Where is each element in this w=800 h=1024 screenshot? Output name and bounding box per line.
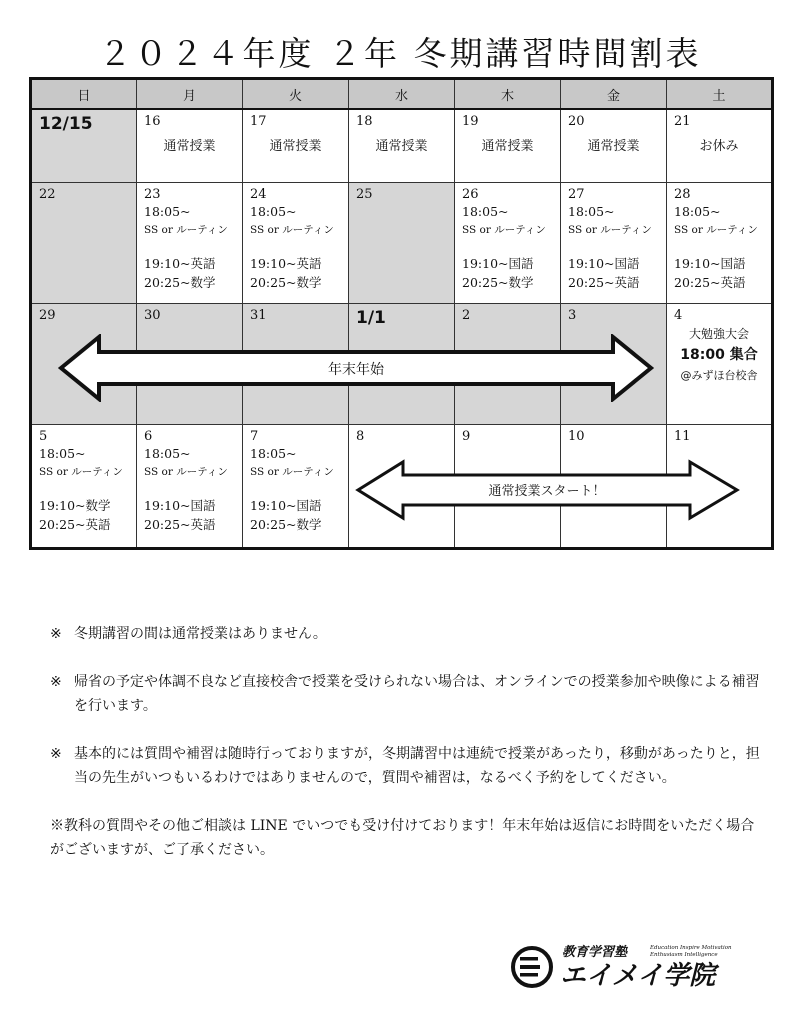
session-line: SS or ルーティン xyxy=(674,224,758,236)
day-cell xyxy=(667,304,773,425)
logo-small-text: 教育学習塾 xyxy=(562,945,628,960)
date-label: 22 xyxy=(39,187,56,202)
date-label: 28 xyxy=(674,187,691,202)
subject-line: 19:10~国語 xyxy=(674,256,746,271)
subject-line: 19:10~英語 xyxy=(144,256,216,271)
subject-line: 19:10~国語 xyxy=(250,498,322,513)
logo-tagline: Enthusiasm Intelligence xyxy=(650,952,718,958)
note-text: 冬期講習の間は通常授業はありません。 xyxy=(74,626,327,642)
event-title: 大勉強大会 xyxy=(688,327,749,341)
time-line: 18:05~ xyxy=(462,204,509,219)
date-label: 10 xyxy=(568,429,585,444)
week-row xyxy=(31,109,773,183)
date-label: 17 xyxy=(250,114,267,129)
day-cell xyxy=(561,183,667,304)
day-cell xyxy=(667,183,773,304)
note-text: ※教科の質問やその他ご相談は LINE でいつでも受け付けております！年末年始は返信にお時間をいただく場合がございますが、ご了承ください。 xyxy=(50,818,755,858)
date-label: 1/1 xyxy=(356,308,386,328)
date-label: 23 xyxy=(144,187,161,202)
date-label: 9 xyxy=(462,429,471,444)
class-start-arrow xyxy=(355,459,740,521)
date-label: 11 xyxy=(674,429,691,444)
subject-line: 20:25~英語 xyxy=(568,275,640,290)
weekday-wed: 水 xyxy=(349,79,455,110)
logo-circle-mark xyxy=(513,948,551,986)
date-label: 2 xyxy=(462,308,471,323)
date-label: 8 xyxy=(356,429,365,444)
subject-line: 20:25~数学 xyxy=(462,275,534,290)
note-mark: ※ xyxy=(50,674,62,690)
subject-line: 19:10~英語 xyxy=(250,256,322,271)
subject-line: 20:25~数学 xyxy=(250,275,322,290)
date-label: 4 xyxy=(674,308,683,323)
session-line: SS or ルーティン xyxy=(462,224,546,236)
day-cell xyxy=(31,109,137,183)
time-line: 18:05~ xyxy=(144,204,191,219)
date-label: 24 xyxy=(250,187,267,202)
date-label: 30 xyxy=(144,308,161,323)
date-label: 16 xyxy=(144,114,161,129)
time-line: 18:05~ xyxy=(250,204,297,219)
day-cell xyxy=(455,183,561,304)
time-line: 18:05~ xyxy=(250,446,297,461)
weekday-header-row xyxy=(31,79,773,110)
date-label: 29 xyxy=(39,308,56,323)
date-label: 12/15 xyxy=(39,114,93,134)
day-cell xyxy=(137,425,243,549)
week-row xyxy=(31,183,773,304)
weekday-thu: 木 xyxy=(455,79,561,110)
date-label: 19 xyxy=(462,114,479,129)
note-item xyxy=(50,622,760,646)
subject-line: 19:10~国語 xyxy=(462,256,534,271)
note-mark: ※ xyxy=(50,626,62,642)
date-label: 25 xyxy=(356,187,373,202)
subject-line: 20:25~英語 xyxy=(674,275,746,290)
class-label: 通常授業 xyxy=(163,139,216,154)
day-cell xyxy=(137,183,243,304)
year-end-arrow xyxy=(58,334,654,402)
time-line: 18:05~ xyxy=(39,446,86,461)
date-label: 6 xyxy=(144,429,153,444)
session-line: SS or ルーティン xyxy=(144,466,228,478)
date-label: 27 xyxy=(568,187,585,202)
session-line: SS or ルーティン xyxy=(250,466,334,478)
school-logo xyxy=(508,940,758,990)
weekday-fri: 金 xyxy=(561,79,667,110)
weekday-sun: 日 xyxy=(31,79,137,110)
date-label: 3 xyxy=(568,308,577,323)
subject-line: 20:25~英語 xyxy=(144,517,216,532)
date-label: 18 xyxy=(356,114,373,129)
subject-line: 19:10~国語 xyxy=(144,498,216,513)
subject-line: 20:25~数学 xyxy=(250,517,322,532)
weekday-mon: 月 xyxy=(137,79,243,110)
weekday-tue: 火 xyxy=(243,79,349,110)
note-item xyxy=(50,742,760,790)
note-item xyxy=(50,670,760,718)
day-cell xyxy=(349,109,455,183)
day-cell xyxy=(31,425,137,549)
subject-line: 20:25~英語 xyxy=(39,517,111,532)
arrow-label: 通常授業スタート！ xyxy=(488,484,606,499)
subject-line: 19:10~国語 xyxy=(568,256,640,271)
day-cell xyxy=(561,109,667,183)
day-cell xyxy=(455,109,561,183)
logo-tagline: Education Inspire Motivation xyxy=(650,945,732,951)
arrow-label: 年末年始 xyxy=(328,362,384,378)
day-cell xyxy=(667,109,773,183)
date-label: 7 xyxy=(250,429,259,444)
class-label: 通常授業 xyxy=(269,139,322,154)
date-label: 26 xyxy=(462,187,479,202)
day-cell xyxy=(349,183,455,304)
time-line: 18:05~ xyxy=(144,446,191,461)
note-text: 帰省の予定や体調不良など直接校舎で授業を受けられない場合は、オンラインでの授業参加や映像による補習を行います。 xyxy=(74,674,760,714)
subject-line: 19:10~数学 xyxy=(39,498,111,513)
class-label: 通常授業 xyxy=(375,139,428,154)
session-line: SS or ルーティン xyxy=(39,466,123,478)
session-line: SS or ルーティン xyxy=(568,224,652,236)
logo-name: エイメイ学院 xyxy=(560,961,716,990)
date-label: 20 xyxy=(568,114,585,129)
time-line: 18:05~ xyxy=(674,204,721,219)
event-location: @みずほ台校舎 xyxy=(680,369,758,382)
note-mark: ※ xyxy=(50,746,62,762)
day-cell xyxy=(137,109,243,183)
date-label: 31 xyxy=(250,308,267,323)
note-item xyxy=(50,814,760,862)
class-label: 通常授業 xyxy=(481,139,534,154)
notes-section xyxy=(50,622,760,880)
subject-line: 20:25~数学 xyxy=(144,275,216,290)
event-time: 18:00 集合 xyxy=(680,347,758,363)
weekday-sat: 土 xyxy=(667,79,773,110)
day-cell xyxy=(243,183,349,304)
day-cell xyxy=(243,425,349,549)
date-label: 21 xyxy=(674,114,691,129)
session-line: SS or ルーティン xyxy=(144,224,228,236)
day-cell xyxy=(243,109,349,183)
time-line: 18:05~ xyxy=(568,204,615,219)
date-label: 5 xyxy=(39,429,48,444)
class-label: 通常授業 xyxy=(587,139,640,154)
session-line: SS or ルーティン xyxy=(250,224,334,236)
note-text: 基本的には質問や補習は随時行っておりますが，冬期講習中は連続で授業があったり，移動があったりと，担当の先生がいつもいるわけではありませんので，質問や補習は，なるべく予約をしてください。 xyxy=(74,746,760,786)
class-label: お休み xyxy=(699,139,739,154)
day-cell xyxy=(31,183,137,304)
page-title: ２０２４年度 ２年 冬期講習時間割表 xyxy=(98,34,702,73)
